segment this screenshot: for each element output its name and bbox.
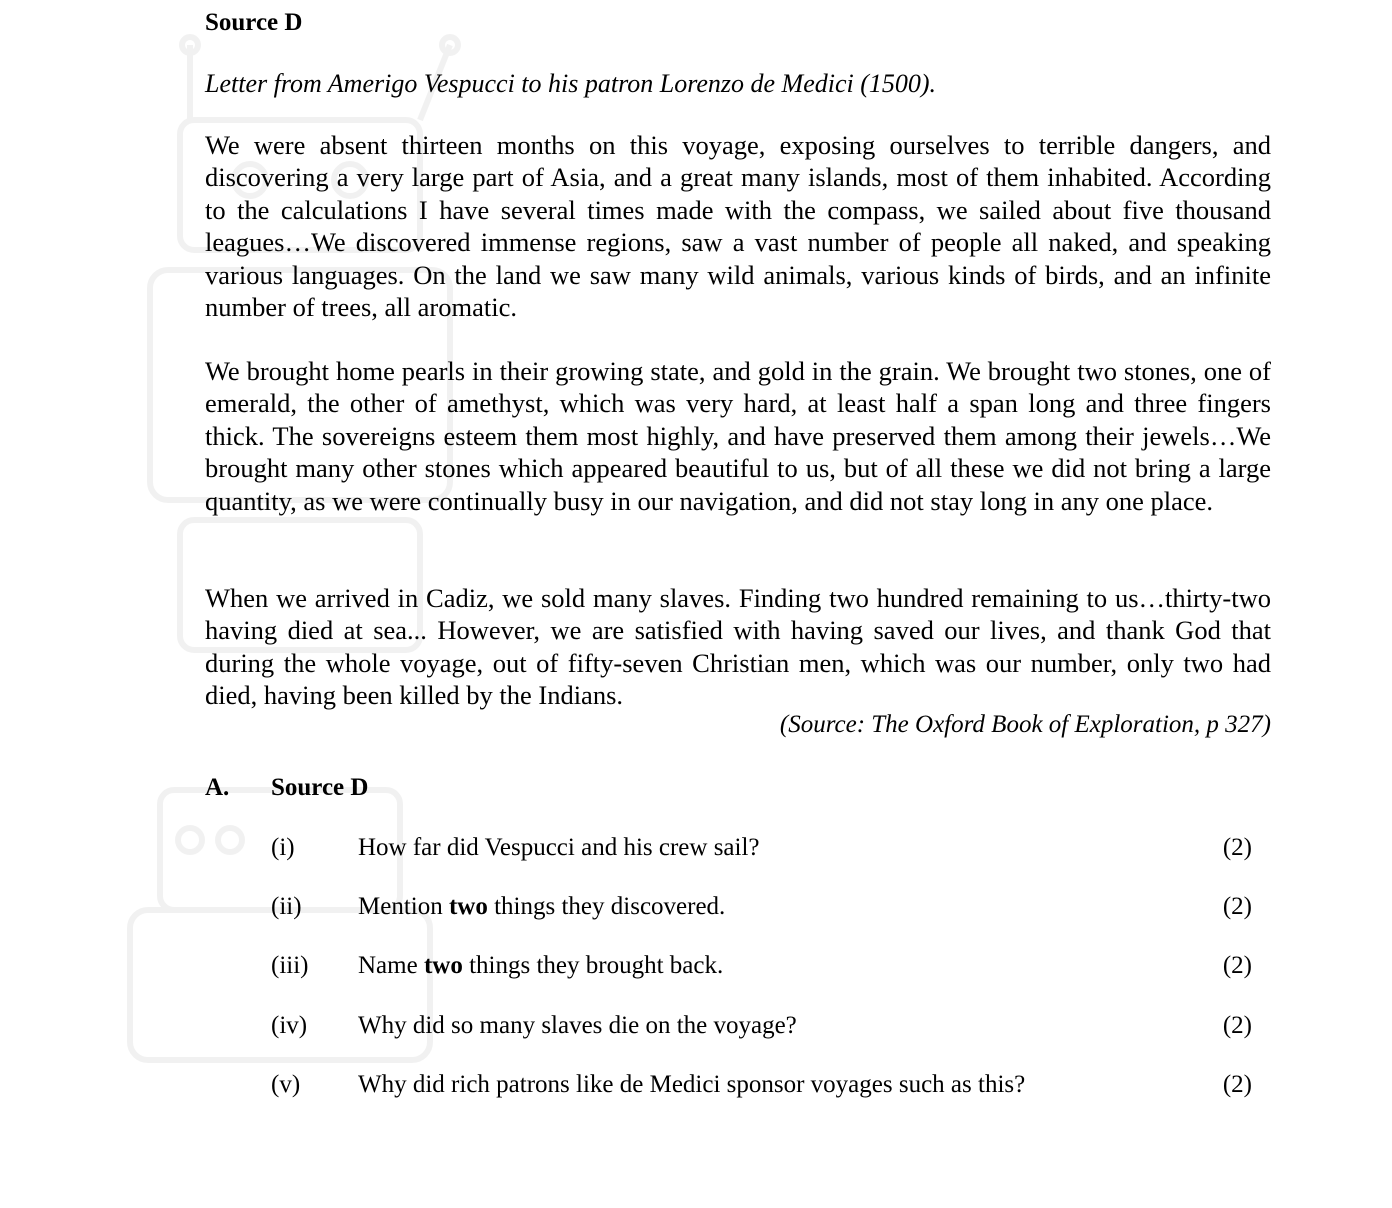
- question-text: [358, 1010, 797, 1042]
- question-text-before: Name: [358, 952, 424, 979]
- question-item: [205, 891, 1252, 923]
- source-paragraph-3: When we arrived in Cadiz, we sold many slaves. Finding two hundred remaining to us…thirty-two having died at sea... However, we are satisfied with having saved our lives, and thank God that during the whole voyage, out of fifty-seven Christian men, which was our number, only two had died, having been killed by the Indians.: [205, 583, 1271, 711]
- question-number: (v): [271, 1071, 301, 1098]
- question-text-after: things they discovered.: [487, 893, 726, 920]
- question-text-before: Why did so many slaves die on the voyage?: [358, 1012, 797, 1039]
- question-number: (iii): [271, 952, 309, 979]
- source-paragraph-1: We were absent thirteen months on this voyage, exposing ourselves to terrible dangers, and discovering a very large part of Asia, and a great many islands, most of them inhabited. According to the calculations I have several times made with the compass, we sailed about five thousand leagues…We discovered immense regions, saw a vast number of people all naked, and speaking various languages. On the land we saw many wild animals, various kinds of birds, and an infinite number of trees, all aromatic.: [205, 130, 1271, 323]
- question-text: [358, 832, 760, 864]
- question-text-bold: two: [423, 952, 463, 979]
- question-item: [205, 832, 1252, 864]
- source-subtitle: Letter from Amerigo Vespucci to his patron Lorenzo de Medici (1500).: [205, 69, 937, 98]
- question-item: [205, 950, 1252, 982]
- question-text-before: Why did rich patrons like de Medici sponsor voyages such as this?: [358, 1071, 1026, 1098]
- source-paragraph-2: We brought home pearls in their growing state, and gold in the grain. We brought two stones, one of emerald, the other of amethyst, which was very hard, at least half a span long and three fingers thick. The sovereigns esteem them most highly, and have preserved them among their jewels…We brought many other stones which appeared beautiful to us, but of all these we did not bring a large quantity, as we were continually busy in our navigation, and did not stay long in any one place.: [205, 356, 1271, 516]
- question-text-after: things they brought back.: [462, 952, 724, 979]
- question-marks: (2): [1222, 834, 1252, 861]
- question-text-before: Mention: [358, 893, 449, 920]
- question-text-before: How far did Vespucci and his crew sail?: [358, 834, 760, 861]
- question-text: [358, 1069, 1025, 1101]
- question-marks: (2): [1222, 893, 1252, 920]
- question-marks: (2): [1222, 952, 1252, 979]
- section-name: Source D: [271, 774, 369, 801]
- question-item: [205, 1069, 1252, 1101]
- question-marks: (2): [1222, 1012, 1252, 1039]
- source-citation: (Source: The Oxford Book of Exploration, p 327): [779, 711, 1271, 738]
- question-text: [358, 950, 723, 982]
- question-item: [205, 1010, 1252, 1042]
- source-title: Source D: [205, 9, 303, 36]
- question-number: (ii): [271, 893, 302, 920]
- question-number: (iv): [271, 1012, 308, 1039]
- section-letter: A.: [205, 774, 230, 801]
- question-number: (i): [271, 834, 295, 861]
- question-text: [358, 891, 725, 923]
- question-marks: (2): [1222, 1071, 1252, 1098]
- question-text-bold: two: [448, 893, 488, 920]
